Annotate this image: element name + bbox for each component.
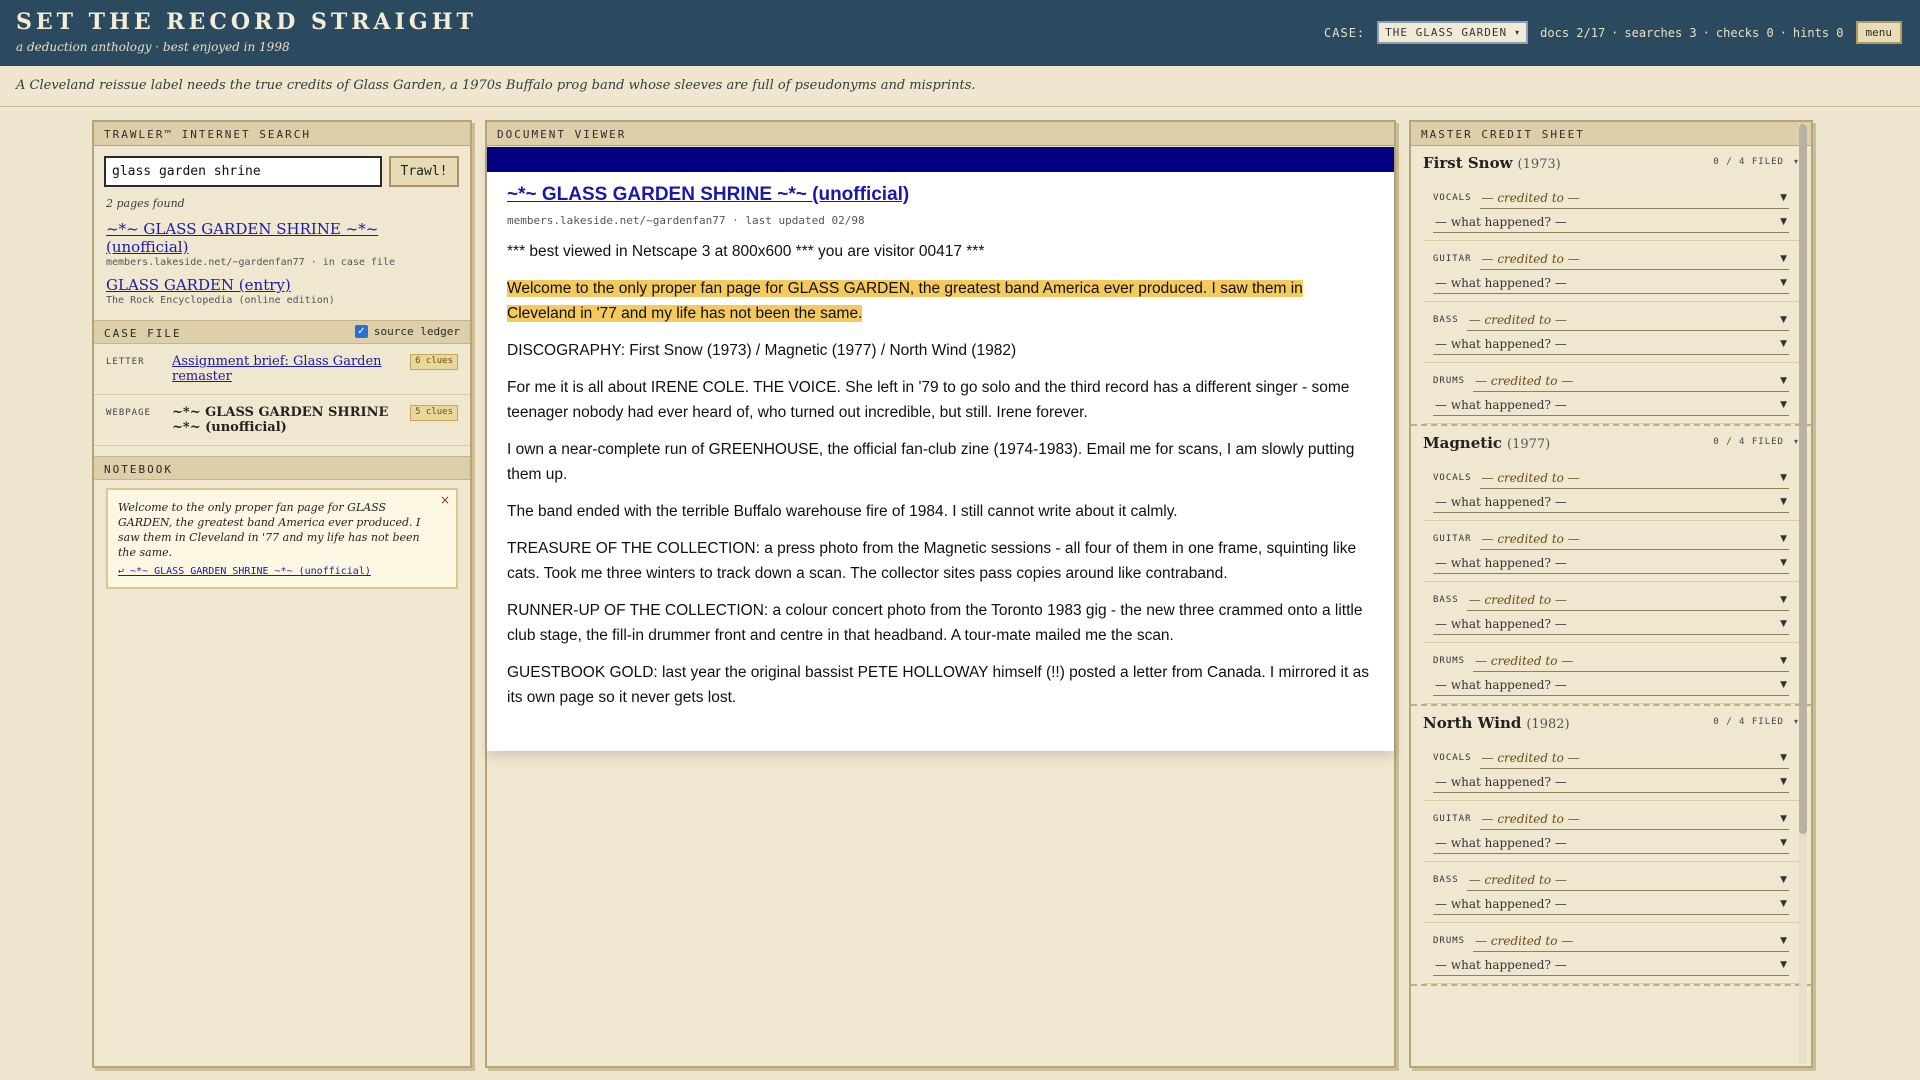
case-file-item[interactable] (94, 344, 470, 395)
case-file-title: CASE FILE (104, 327, 182, 340)
what-happened-dropdown[interactable] (1433, 954, 1789, 976)
case-label: CASE: (1324, 25, 1366, 40)
what-happened-dropdown[interactable] (1433, 893, 1789, 915)
document-paragraph-highlighted[interactable] (507, 276, 1374, 326)
role-credit-block (1423, 801, 1799, 862)
what-happened-dropdown[interactable] (1433, 832, 1789, 854)
role-row (1433, 673, 1789, 697)
case-select[interactable] (1377, 21, 1528, 44)
separator-dot: · (1779, 25, 1787, 40)
role-credit-block (1423, 923, 1799, 984)
album-header[interactable] (1423, 154, 1799, 180)
role-row (1433, 807, 1789, 831)
credited-to-value: — credited to — (1481, 811, 1580, 826)
document-paragraph[interactable]: TREASURE OF THE COLLECTION: a press photo from the Magnetic sessions - all four of them in one frame, squinting like cats. Took me three winters to track down a scan. The collector sites pass copies around like contraband. (507, 540, 1357, 582)
note-text: Welcome to the only proper fan page for GLASS GARDEN, the greatest band America ever produced. I saw them in Cleveland in '77 and my life has not been the same. (118, 501, 421, 559)
album-name: Magnetic (1423, 434, 1503, 452)
role-row (1433, 892, 1789, 916)
viewer-panel-title: DOCUMENT VIEWER (487, 122, 1394, 146)
chevron-down-icon: ▼ (1780, 655, 1787, 666)
document-body (487, 172, 1394, 722)
role-row (1433, 612, 1789, 636)
separator-dot: · (1702, 25, 1710, 40)
album-name: North Wind (1423, 714, 1522, 732)
chevron-down-icon: ▼ (1780, 837, 1787, 848)
document-title[interactable]: ~*~ GLASS GARDEN SHRINE ~*~ (unofficial) (507, 184, 910, 205)
what-happened-dropdown[interactable] (1433, 272, 1789, 294)
clue-count-badge: 5 clues (410, 405, 458, 421)
case-item-type: WEBPAGE (106, 408, 151, 418)
chevron-down-icon: ▼ (1780, 813, 1787, 824)
search-input[interactable] (104, 156, 382, 187)
what-happened-value: — what happened? — (1435, 616, 1567, 631)
results-count: 2 pages found (106, 197, 185, 210)
role-row (1433, 186, 1789, 210)
what-happened-value: — what happened? — (1435, 677, 1567, 692)
chevron-down-icon: ▼ (1780, 314, 1787, 325)
role-credit-block (1423, 302, 1799, 363)
case-item-type: LETTER (106, 357, 145, 367)
role-row (1433, 210, 1789, 234)
chevron-down-icon: ▼ (1780, 618, 1787, 629)
app-title: SET THE RECORD STRAIGHT (16, 9, 477, 35)
chevron-down-icon: ▼ (1780, 533, 1787, 544)
credited-to-dropdown[interactable] (1480, 187, 1789, 209)
search-result-meta: members.lakeside.net/~gardenfan77 · in case file (106, 257, 395, 268)
what-happened-dropdown[interactable] (1433, 771, 1789, 793)
credited-to-value: — credited to — (1481, 470, 1580, 485)
album-year: (1973) (1517, 157, 1561, 172)
role-row (1433, 953, 1789, 977)
highlighted-clue[interactable]: Welcome to the only proper fan page for GLASS GARDEN, the greatest band America ever produced. I saw them in Cleveland in '77 and my life has not been the same. (507, 280, 1303, 322)
brief-bar (0, 66, 1920, 107)
chevron-down-icon: ▼ (1780, 375, 1787, 386)
chevron-down-icon: ▼ (1780, 935, 1787, 946)
search-result (94, 272, 470, 310)
what-happened-value: — what happened? — (1435, 275, 1567, 290)
document-paragraph[interactable]: For me it is all about IRENE COLE. THE VOICE. She left in '79 to go solo and the third record has a different singer - some teenager nobody had ever heard of, who turned out incredible, but still. Irene forever. (507, 379, 1350, 421)
stats-counter (1540, 26, 1843, 40)
role-name: DRUMS (1433, 936, 1466, 946)
close-icon[interactable]: × (439, 493, 450, 507)
role-row (1433, 868, 1789, 892)
chevron-down-icon[interactable]: ▾ (1793, 157, 1799, 166)
hints-count: hints 0 (1792, 25, 1844, 40)
scrollbar-thumb[interactable] (1799, 124, 1807, 834)
role-row (1433, 466, 1789, 490)
credited-to-value: — credited to — (1481, 531, 1580, 546)
document-paragraph[interactable]: GUESTBOOK GOLD: last year the original bassist PETE HOLLOWAY himself (!!) posted a letter from Canada. I mirrored it as its own page so it never gets lost. (507, 664, 1369, 706)
document-page (487, 147, 1394, 751)
case-brief: A Cleveland reissue label needs the true credits of Glass Garden, a 1970s Buffalo prog band whose sleeves are full of pseudonyms and misprints. (16, 78, 976, 93)
role-credit-block (1423, 363, 1799, 424)
album-header[interactable] (1423, 714, 1799, 740)
chevron-down-icon: ▼ (1780, 874, 1787, 885)
chevron-down-icon[interactable]: ▾ (1793, 717, 1799, 726)
role-name: DRUMS (1433, 656, 1466, 666)
album-name: First Snow (1423, 154, 1513, 172)
document-paragraph[interactable]: *** best viewed in Netscape 3 at 800x600 *** you are visitor 00417 *** (507, 243, 985, 260)
role-name: DRUMS (1433, 376, 1466, 386)
filed-count-text: 0 / 4 FILED (1713, 157, 1784, 167)
filed-count-text: 0 / 4 FILED (1713, 717, 1784, 727)
credited-to-value: — credited to — (1481, 190, 1580, 205)
album-header[interactable] (1423, 434, 1799, 460)
chevron-down-icon: ▾ (1515, 28, 1521, 37)
chevron-down-icon: ▼ (1780, 959, 1787, 970)
chevron-down-icon: ▼ (1780, 594, 1787, 605)
note-source-link[interactable]: ↩ ~*~ GLASS GARDEN SHRINE ~*~ (unofficial) (118, 566, 371, 577)
what-happened-value: — what happened? — (1435, 555, 1567, 570)
role-name: VOCALS (1433, 473, 1472, 483)
filed-count-text: 0 / 4 FILED (1713, 437, 1784, 447)
what-happened-dropdown[interactable] (1433, 491, 1789, 513)
case-select-value: THE GLASS GARDEN (1385, 26, 1508, 39)
docs-count: docs 2/17 (1540, 25, 1606, 40)
search-result-link[interactable]: ~*~ GLASS GARDEN SHRINE ~*~ (unofficial) (106, 220, 379, 256)
notebook-body (94, 480, 470, 597)
filed-count (1713, 717, 1799, 727)
credited-to-dropdown[interactable] (1480, 747, 1789, 769)
role-row (1433, 332, 1789, 356)
document-paragraph[interactable]: RUNNER-UP OF THE COLLECTION: a colour concert photo from the Toronto 1983 gig - the new three crammed onto a little club stage, the fill-in drummer front and centre in that headband. A tour-mate mailed me the scan. (507, 602, 1363, 644)
chevron-down-icon: ▼ (1780, 216, 1787, 227)
what-happened-dropdown[interactable] (1433, 674, 1789, 696)
credited-to-value: — credited to — (1481, 750, 1580, 765)
credited-to-dropdown[interactable] (1473, 930, 1789, 952)
chevron-down-icon: ▼ (1780, 752, 1787, 763)
document-viewer-panel (485, 120, 1396, 1068)
chevron-down-icon: ▼ (1780, 472, 1787, 483)
what-happened-dropdown[interactable] (1433, 613, 1789, 635)
what-happened-value: — what happened? — (1435, 835, 1567, 850)
credited-to-dropdown[interactable] (1467, 589, 1789, 611)
what-happened-value: — what happened? — (1435, 957, 1567, 972)
document-banner (487, 147, 1394, 172)
source-ledger-toggle[interactable] (355, 325, 460, 338)
role-credit-block (1423, 241, 1799, 302)
filed-count (1713, 437, 1799, 447)
chevron-down-icon: ▼ (1780, 253, 1787, 264)
album-section (1411, 706, 1811, 986)
role-credit-block (1423, 862, 1799, 923)
role-row (1433, 551, 1789, 575)
role-row (1433, 746, 1789, 770)
what-happened-dropdown[interactable] (1433, 333, 1789, 355)
credited-to-value: — credited to — (1468, 312, 1567, 327)
credited-to-dropdown[interactable] (1473, 370, 1789, 392)
album-list (1411, 146, 1811, 986)
search-panel-title: TRAWLER™ INTERNET SEARCH (94, 122, 470, 146)
credited-to-value: — credited to — (1468, 872, 1567, 887)
credited-to-value: — credited to — (1475, 373, 1574, 388)
role-credit-block (1423, 643, 1799, 704)
role-row (1433, 490, 1789, 514)
chevron-down-icon: ▼ (1780, 898, 1787, 909)
role-name: BASS (1433, 595, 1459, 605)
document-url: members.lakeside.net/~gardenfan77 · last updated 02/98 (507, 214, 865, 227)
credit-sheet-title: MASTER CREDIT SHEET (1411, 122, 1811, 146)
credited-to-dropdown[interactable] (1480, 528, 1789, 550)
note-card (106, 488, 458, 589)
separator-dot: · (1611, 25, 1619, 40)
credited-to-dropdown[interactable] (1480, 467, 1789, 489)
notebook-title: NOTEBOOK (104, 463, 173, 476)
chevron-down-icon: ▼ (1780, 557, 1787, 568)
credited-to-dropdown[interactable] (1480, 808, 1789, 830)
what-happened-value: — what happened? — (1435, 896, 1567, 911)
what-happened-value: — what happened? — (1435, 774, 1567, 789)
credited-to-value: — credited to — (1468, 592, 1567, 607)
role-row (1433, 588, 1789, 612)
case-item-title[interactable]: ~*~ GLASS GARDEN SHRINE ~*~ (unofficial) (172, 405, 389, 435)
trawl-button[interactable]: Trawl! (389, 156, 459, 187)
chevron-down-icon: ▼ (1780, 277, 1787, 288)
notebook-header (94, 456, 470, 480)
document-paragraph[interactable]: I own a near-complete run of GREENHOUSE, the official fan-club zine (1974-1983). Email me for scans, I am slowly putting them up. (507, 441, 1355, 483)
what-happened-value: — what happened? — (1435, 336, 1567, 351)
case-file-item[interactable] (94, 395, 470, 446)
role-row (1433, 308, 1789, 332)
role-credit-block (1423, 521, 1799, 582)
role-row (1433, 369, 1789, 393)
chevron-down-icon: ▼ (1780, 338, 1787, 349)
search-result (94, 216, 470, 272)
credited-to-value: — credited to — (1481, 251, 1580, 266)
credited-to-value: — credited to — (1475, 653, 1574, 668)
what-happened-value: — what happened? — (1435, 494, 1567, 509)
document-paragraph[interactable]: DISCOGRAPHY: First Snow (1973) / Magnetic (1977) / North Wind (1982) (507, 342, 1017, 359)
search-result-link[interactable]: GLASS GARDEN (entry) (106, 276, 291, 294)
menu-button[interactable]: menu (1856, 21, 1903, 44)
role-name: GUITAR (1433, 254, 1472, 264)
role-row (1433, 770, 1789, 794)
app-subtitle: a deduction anthology · best enjoyed in 1998 (16, 40, 290, 54)
what-happened-dropdown[interactable] (1433, 552, 1789, 574)
chevron-down-icon: ▼ (1780, 776, 1787, 787)
app-header (0, 0, 1920, 66)
role-credit-block (1423, 582, 1799, 643)
role-name: GUITAR (1433, 814, 1472, 824)
credit-sheet-panel (1409, 120, 1813, 1068)
filed-count (1713, 157, 1799, 167)
role-row (1433, 247, 1789, 271)
chevron-down-icon: ▼ (1780, 192, 1787, 203)
role-row (1433, 393, 1789, 417)
what-happened-value: — what happened? — (1435, 214, 1567, 229)
checkbox-icon[interactable]: ✓ (355, 325, 368, 338)
role-row (1433, 271, 1789, 295)
role-name: BASS (1433, 875, 1459, 885)
document-paragraph[interactable]: The band ended with the terrible Buffalo warehouse fire of 1984. I still cannot write about it calmly. (507, 503, 1178, 520)
role-name: VOCALS (1433, 753, 1472, 763)
role-name: VOCALS (1433, 193, 1472, 203)
role-row (1433, 929, 1789, 953)
chevron-down-icon: ▼ (1780, 399, 1787, 410)
source-ledger-label: source ledger (373, 325, 460, 338)
album-section (1411, 146, 1811, 426)
what-happened-value: — what happened? — (1435, 397, 1567, 412)
album-section (1411, 426, 1811, 706)
case-file-header (94, 320, 470, 344)
credited-to-value: — credited to — (1475, 933, 1574, 948)
credited-to-dropdown[interactable] (1467, 869, 1789, 891)
search-result-meta: The Rock Encyclopedia (online edition) (106, 295, 335, 306)
credited-to-dropdown[interactable] (1473, 650, 1789, 672)
role-credit-block (1423, 180, 1799, 241)
searches-count: searches 3 (1624, 25, 1697, 40)
credited-to-dropdown[interactable] (1480, 248, 1789, 270)
search-row (94, 146, 470, 187)
credited-to-dropdown[interactable] (1467, 309, 1789, 331)
role-credit-block (1423, 460, 1799, 521)
role-credit-block (1423, 740, 1799, 801)
role-row (1433, 831, 1789, 855)
clue-count-badge: 6 clues (410, 354, 458, 370)
case-item-title[interactable]: Assignment brief: Glass Garden remaster (172, 354, 382, 384)
header-controls (1324, 21, 1902, 44)
chevron-down-icon: ▼ (1780, 679, 1787, 690)
album-year: (1982) (1526, 717, 1570, 732)
role-row (1433, 649, 1789, 673)
role-name: BASS (1433, 315, 1459, 325)
role-name: GUITAR (1433, 534, 1472, 544)
what-happened-dropdown[interactable] (1433, 211, 1789, 233)
chevron-down-icon[interactable]: ▾ (1793, 437, 1799, 446)
checks-count: checks 0 (1715, 25, 1774, 40)
what-happened-dropdown[interactable] (1433, 394, 1789, 416)
role-row (1433, 527, 1789, 551)
album-year: (1977) (1507, 437, 1551, 452)
chevron-down-icon: ▼ (1780, 496, 1787, 507)
search-panel (92, 120, 472, 1068)
